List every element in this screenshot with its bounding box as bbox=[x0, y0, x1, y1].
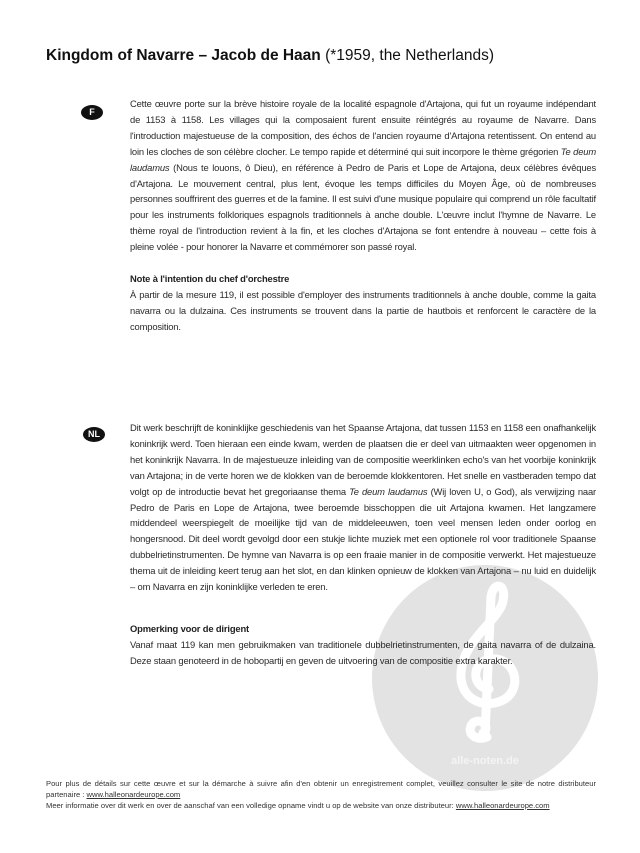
page-title bbox=[46, 47, 494, 65]
french-note-heading: Note à l'intention du chef d'orchestre bbox=[130, 273, 290, 285]
italic-title: Te deum laudamus bbox=[130, 145, 596, 173]
french-note-text: À partir de la mesure 119, il est possible d'employer des instruments traditionnels à anche double, comme la gaita navarra ou la dulzaina. Ces instruments se trouvent dans la partie de hautbois et renforcent le caractère de la composition. bbox=[130, 288, 596, 332]
text: (Wij loven U, o God), als verwijzing naar Pedro de Paris en Lope de Artajona, twee beroemde bisschoppen die uit Artajona kwamen. Het langzamere middendeel weerspiegelt de moeilijke tijd van de middeleeuwen, toen veel mensen leden onder oorlog en hongersnood. Dit deel wordt gevolgd door een stukje lichte muziek met een optionele rol voor traditionele Spaanse dubbelrietinstrumenten. De hymne van Navarra is op een fraaie manier in de compositie verwerkt. Het majestueuze thema uit de inleiding keert terug aan het slot, en dan klinken opnieuw de klokken van Artajona – nu luid en duidelijk – om Navarra en zijn koninklijke verleden te eren. bbox=[130, 485, 596, 593]
dutch-note-heading: Opmerking voor de dirigent bbox=[130, 622, 250, 634]
text: (Nous te louons, ô Dieu), en référence à Pedro de Paris et Lope de Artajona, deux célèbres évêques d'Artajona. Le mouvement central, plus lent, évoque les temps difficiles du Moyen Âge, où de nombreuses personnes souffrirent des guerres et de la famine. Il est suivi d'une musique populaire qui comprend un rôle facultatif pour les instruments folkloriques espagnols traditionnels à anche double. L'œuvre inclut l'hymne de Navarre. Le thème royal de l'introduction revient à la fin, et les cloches d'Artajona se font entendre à nouveau – cette fois à pleine volée - pour honorer la Navarre et commémorer son passé royal. bbox=[130, 161, 596, 253]
title-main: Kingdom of Navarre – Jacob de Haan bbox=[46, 47, 321, 64]
footer-french bbox=[46, 778, 596, 800]
distributor-link[interactable]: www.halleonardeurope.com bbox=[455, 801, 550, 810]
title-sub: (*1959, the Netherlands) bbox=[325, 47, 494, 64]
text: Pour plus de détails sur cette œuvre et sur la démarche à suivre afin d'en obtenir un enregistrement complet, veuillez consulter le site de notre distributeur partenaire : bbox=[46, 779, 596, 799]
footer bbox=[46, 778, 596, 811]
distributor-link[interactable]: www.halleonardeurope.com bbox=[86, 790, 181, 799]
text: Dit werk beschrijft de koninklijke geschiedenis van het Spaanse Artajona, dat tussen 1153 en 1158 een onafhankelijk koninkrijk werd. Toen hieraan een einde kwam, werden de plaatsen die er deel van uitmaakten weer opgenomen in het koninkrijk Navarra. In de majestueuze inleiding van de compositie weerklinken echo's van het voorbije koninkrijk van Artajona; in de verte horen we de klokken van de beroemde klokkentoren. Het snelle en vastberaden tempo dat volgt op de introductie bevat het gregoriaanse thema bbox=[130, 422, 596, 497]
footer-dutch bbox=[46, 800, 596, 811]
french-description bbox=[130, 96, 596, 255]
dutch-description bbox=[130, 420, 596, 595]
french-section bbox=[130, 96, 596, 335]
text: Cette œuvre porte sur la brève histoire royale de la localité espagnole d'Artajona, qui fut un royaume indépendant de 1153 à 1158. Les villages qui la composaient furent ensuite réintégrés au royaume de Navarre. Dans l'introduction majestueuse de la composition, des échos de l'ancien royaume d'Artajona retentissent. On entend au loin les cloches de son célèbre clocher. Le tempo rapide et déterminé qui suit incorpore le thème grégorien bbox=[130, 98, 596, 157]
dutch-language-badge: NL bbox=[83, 427, 105, 442]
watermark-text: alle-noten.de bbox=[451, 755, 519, 767]
dutch-section bbox=[130, 420, 596, 669]
text: Meer informatie over dit werk en over de aanschaf van een volledige opname vindt u op de website van onze distributeur: bbox=[46, 801, 456, 810]
italic-title: Te deum laudamus bbox=[349, 485, 428, 497]
french-language-badge: F bbox=[81, 105, 103, 120]
dutch-note-text: Vanaf maat 119 kan men gebruikmaken van traditionele dubbelrietinstrumenten, de gaita navarra of de dulzaina. Deze staan genoteerd in de hobopartij en geven de uitvoering van de compositie extra karakter. bbox=[130, 638, 596, 666]
